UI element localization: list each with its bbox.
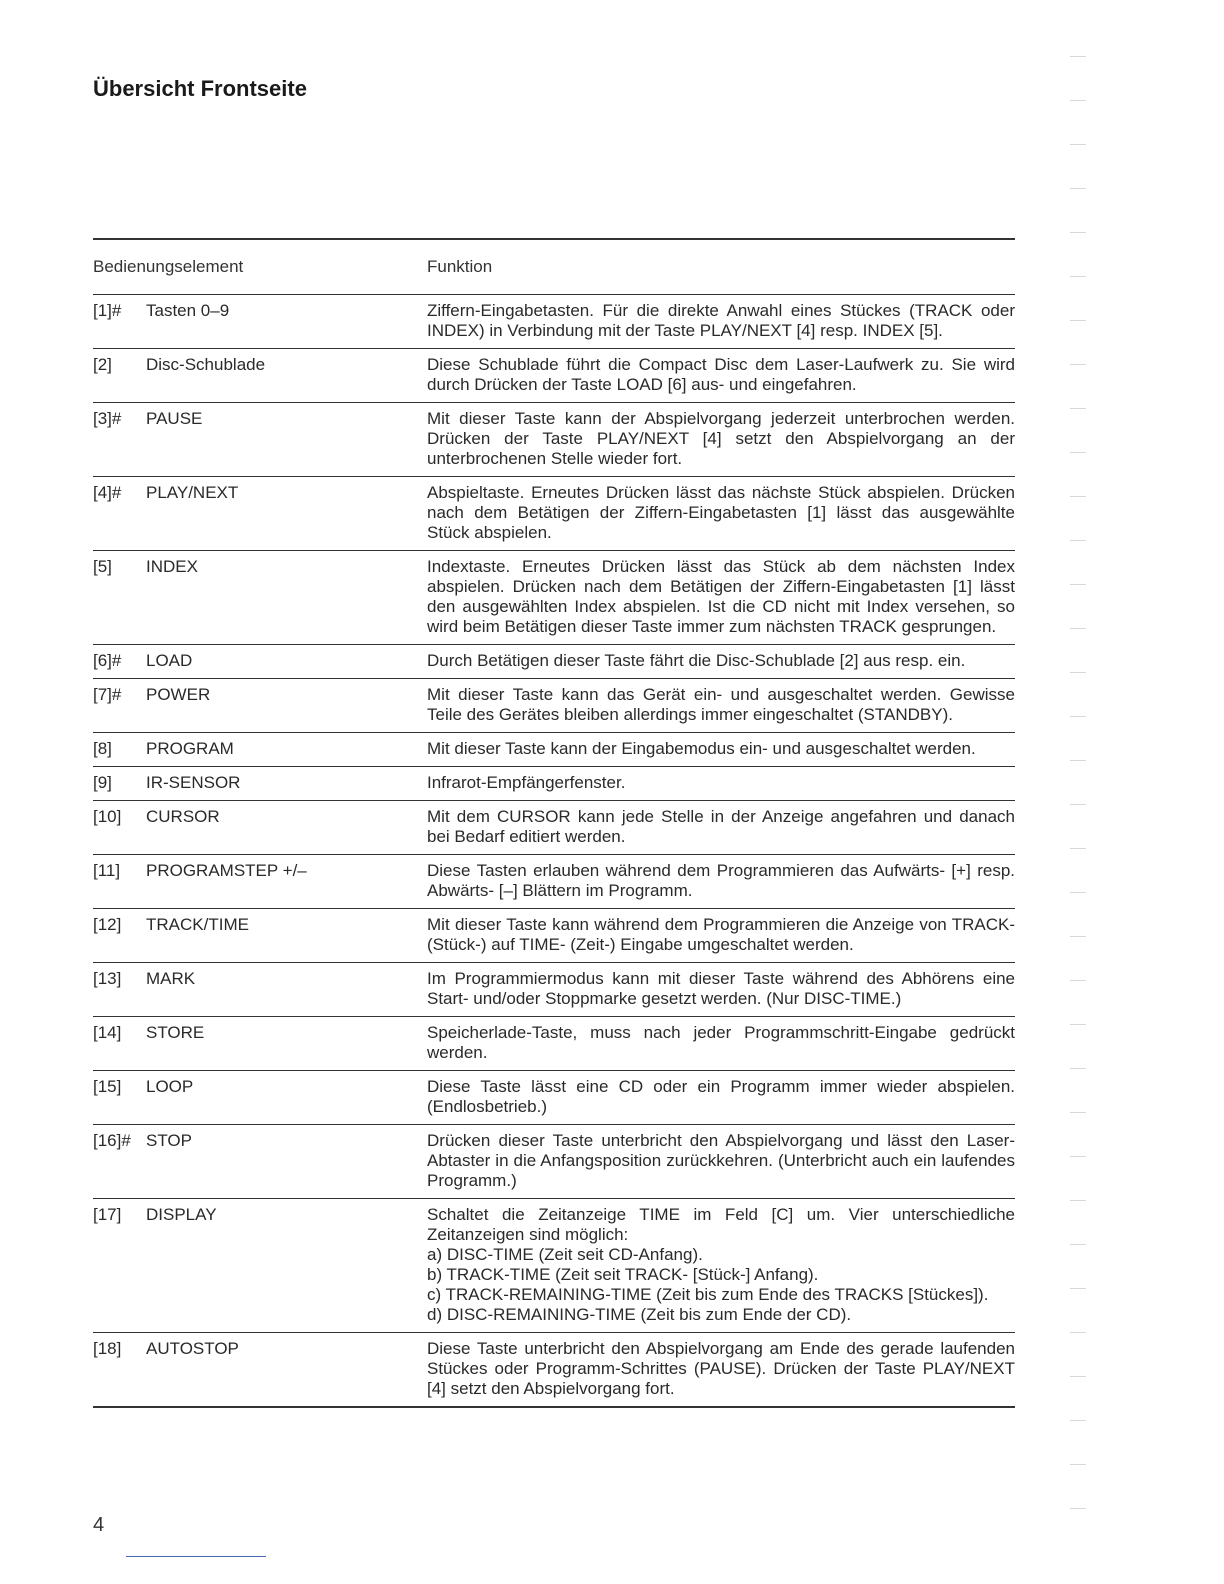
margin-tick <box>1070 892 1086 893</box>
control-number: [7]# <box>93 685 122 704</box>
function-text: Mit dieser Taste kann das Gerät ein- und ausgeschaltet werden. Gewisse Teile des Gerätes bleiben allerdings immer eingeschaltet (STANDBY). <box>427 685 1015 724</box>
control-function <box>427 861 1015 901</box>
table-row <box>93 733 1015 767</box>
table-row <box>93 801 1015 855</box>
margin-tick <box>1070 584 1086 585</box>
function-text: Indextaste. Erneutes Drücken lässt das Stück ab dem nächsten Index abspielen. Drücken nach dem Betätigen der Ziffern-Eingabetasten [1] lässt den ausgewählten Index abspielen. Ist die CD nicht mit Index versehen, so wird beim Betätigen dieser Taste immer zum nächsten TRACK gesprungen. <box>427 557 1015 636</box>
margin-tick <box>1070 408 1086 409</box>
function-text: Infrarot-Empfängerfenster. <box>427 773 626 792</box>
control-function <box>427 969 1015 1009</box>
controls-table <box>93 238 1015 1408</box>
control-name: POWER <box>146 685 211 704</box>
header-function: Funktion <box>427 257 493 276</box>
margin-tick <box>1070 1508 1086 1509</box>
margin-tick <box>1070 540 1086 541</box>
control-name: Tasten 0–9 <box>146 301 230 320</box>
margin-tick <box>1070 1244 1086 1245</box>
control-function <box>427 1339 1015 1399</box>
table-row <box>93 1071 1015 1125</box>
margin-tick <box>1070 1068 1086 1069</box>
control-function <box>427 1205 1015 1325</box>
function-text: Drücken dieser Taste unterbricht den Abspielvorgang und lässt den Laser-Abtaster in die Anfangsposition zurückkehren. (Unterbricht auch ein laufendes Programm.) <box>427 1131 1015 1190</box>
header-control: Bedienungselement <box>93 257 244 276</box>
table-row <box>93 679 1015 733</box>
margin-tick <box>1070 1200 1086 1201</box>
table-row <box>93 551 1015 645</box>
function-text: Mit dieser Taste kann während dem Programmieren die Anzeige von TRACK- (Stück-) auf TIME- (Zeit-) Eingabe umgeschaltet werden. <box>427 915 1015 954</box>
margin-tick <box>1070 364 1086 365</box>
margin-tick <box>1070 1464 1086 1465</box>
control-number: [3]# <box>93 409 122 428</box>
function-text: Mit dieser Taste kann der Abspielvorgang jederzeit unterbrochen werden. Drücken der Taste PLAY/NEXT [4] setzt den Abspielvorgang an der unterbrochenen Stelle wieder fort. <box>427 409 1015 468</box>
table-row <box>93 1017 1015 1071</box>
page-title: Übersicht Frontseite <box>93 76 307 101</box>
table-row <box>93 1199 1015 1333</box>
table-row <box>93 767 1015 801</box>
margin-tick <box>1070 144 1086 145</box>
table-row <box>93 1125 1015 1199</box>
table-row <box>93 855 1015 909</box>
control-name: PAUSE <box>146 409 203 428</box>
margin-tick <box>1070 56 1086 57</box>
function-list-item: a) DISC-TIME (Zeit seit CD-Anfang). <box>427 1245 703 1264</box>
control-name: PROGRAM <box>146 739 234 758</box>
table-row <box>93 349 1015 403</box>
control-name: LOAD <box>146 651 193 670</box>
control-name: Disc-Schublade <box>146 355 266 374</box>
margin-tick <box>1070 1376 1086 1377</box>
control-number: [10] <box>93 807 122 826</box>
function-text: Abspieltaste. Erneutes Drücken lässt das nächste Stück abspielen. Drücken nach dem Betätigen der Ziffern-Eingabetasten [1] lässt das ausgewählte Stück abspielen. <box>427 483 1015 542</box>
control-number: [5] <box>93 557 112 576</box>
table-row <box>93 1333 1015 1408</box>
control-function <box>427 807 1015 847</box>
margin-tick <box>1070 496 1086 497</box>
control-number: [15] <box>93 1077 122 1096</box>
margin-tick <box>1070 1156 1086 1157</box>
function-text: Mit dieser Taste kann der Eingabemodus ein- und ausgeschaltet werden. <box>427 739 976 758</box>
margin-tick <box>1070 672 1086 673</box>
function-text: Speicherlade-Taste, muss nach jeder Programmschritt-Eingabe gedrückt werden. <box>427 1023 1015 1062</box>
margin-tick <box>1070 1288 1086 1289</box>
margin-tick <box>1070 188 1086 189</box>
control-name: IR-SENSOR <box>146 773 241 792</box>
control-function <box>427 739 1015 759</box>
function-text: Diese Taste unterbricht den Abspielvorgang am Ende des gerade laufenden Stückes oder Programm-Schrittes (PAUSE). Drücken der Taste PLAY/NEXT [4] setzt den Abspielvorgang fort. <box>427 1339 1015 1398</box>
function-list-item: b) TRACK-TIME (Zeit seit TRACK- [Stück-] Anfang). <box>427 1265 819 1284</box>
control-name: MARK <box>146 969 196 988</box>
function-text: Im Programmiermodus kann mit dieser Taste während des Abhörens eine Start- und/oder Stoppmarke gesetzt werden. (Nur DISC-TIME.) <box>427 969 1015 1008</box>
table-row <box>93 477 1015 551</box>
control-name: PROGRAMSTEP +/– <box>146 861 307 880</box>
control-number: [16]# <box>93 1131 131 1150</box>
margin-tick <box>1070 320 1086 321</box>
margin-tick <box>1070 100 1086 101</box>
function-text: Diese Schublade führt die Compact Disc dem Laser-Laufwerk zu. Sie wird durch Drücken der Taste LOAD [6] aus- und eingefahren. <box>427 355 1015 394</box>
control-function <box>427 685 1015 725</box>
function-text: Ziffern-Eingabetasten. Für die direkte Anwahl eines Stückes (TRACK oder INDEX) in Verbindung mit der Taste PLAY/NEXT [4] resp. INDEX [5]. <box>427 301 1015 340</box>
function-text: Diese Taste lässt eine CD oder ein Programm immer wieder abspielen. (Endlosbetrieb.) <box>427 1077 1015 1116</box>
margin-tick <box>1070 276 1086 277</box>
control-number: [17] <box>93 1205 122 1224</box>
control-number: [9] <box>93 773 112 792</box>
control-name: CURSOR <box>146 807 220 826</box>
function-text: Schaltet die Zeitanzeige TIME im Feld [C] um. Vier unterschiedliche Zeitanzeigen sind möglich: <box>427 1205 1015 1244</box>
control-function <box>427 301 1015 341</box>
function-text: Durch Betätigen dieser Taste fährt die Disc-Schublade [2] aus resp. ein. <box>427 651 966 670</box>
control-number: [11] <box>93 861 121 880</box>
control-name: LOOP <box>146 1077 194 1096</box>
control-function <box>427 355 1015 395</box>
margin-tick <box>1070 1024 1086 1025</box>
control-function <box>427 483 1015 543</box>
margin-tick <box>1070 804 1086 805</box>
control-number: [18] <box>93 1339 122 1358</box>
control-function <box>427 773 1015 793</box>
control-name: PLAY/NEXT <box>146 483 239 502</box>
margin-tick <box>1070 452 1086 453</box>
table-row <box>93 963 1015 1017</box>
control-number: [1]# <box>93 301 122 320</box>
control-number: [2] <box>93 355 112 374</box>
control-name: STOP <box>146 1131 192 1150</box>
table-row <box>93 645 1015 679</box>
control-function <box>427 1131 1015 1191</box>
control-name: STORE <box>146 1023 205 1042</box>
margin-tick <box>1070 1112 1086 1113</box>
function-text: Mit dem CURSOR kann jede Stelle in der Anzeige angefahren und danach bei Bedarf editiert werden. <box>427 807 1015 846</box>
control-function <box>427 1023 1015 1063</box>
margin-tick <box>1070 980 1086 981</box>
margin-tick <box>1070 848 1086 849</box>
control-number: [8] <box>93 739 112 758</box>
margin-tick <box>1070 232 1086 233</box>
table-body <box>93 295 1015 1408</box>
control-name: TRACK/TIME <box>146 915 249 934</box>
control-number: [4]# <box>93 483 122 502</box>
control-function <box>427 409 1015 469</box>
control-function <box>427 915 1015 955</box>
function-text: Diese Tasten erlauben während dem Programmieren das Aufwärts- [+] resp. Abwärts- [–] Blättern im Programm. <box>427 861 1015 900</box>
table-row <box>93 909 1015 963</box>
table-header <box>93 240 1015 295</box>
table-row <box>93 403 1015 477</box>
margin-tick <box>1070 1420 1086 1421</box>
control-name: AUTOSTOP <box>146 1339 239 1358</box>
margin-tick <box>1070 936 1086 937</box>
control-number: [13] <box>93 969 122 988</box>
control-function <box>427 651 1015 671</box>
control-number: [14] <box>93 1023 122 1042</box>
margin-tick <box>1070 1332 1086 1333</box>
table-row <box>93 295 1015 349</box>
control-function <box>427 1077 1015 1117</box>
page-number: 4 <box>93 1514 105 1536</box>
margin-tick <box>1070 760 1086 761</box>
margin-tick <box>1070 716 1086 717</box>
control-number: [6]# <box>93 651 122 670</box>
control-name: DISPLAY <box>146 1205 217 1224</box>
control-function <box>427 557 1015 637</box>
margin-tick <box>1070 628 1086 629</box>
footer-rule <box>126 1556 266 1557</box>
function-list-item: c) TRACK-REMAINING-TIME (Zeit bis zum Ende des TRACKS [Stückes]). <box>427 1285 989 1304</box>
function-list-item: d) DISC-REMAINING-TIME (Zeit bis zum Ende der CD). <box>427 1305 852 1324</box>
control-number: [12] <box>93 915 122 934</box>
control-name: INDEX <box>146 557 198 576</box>
